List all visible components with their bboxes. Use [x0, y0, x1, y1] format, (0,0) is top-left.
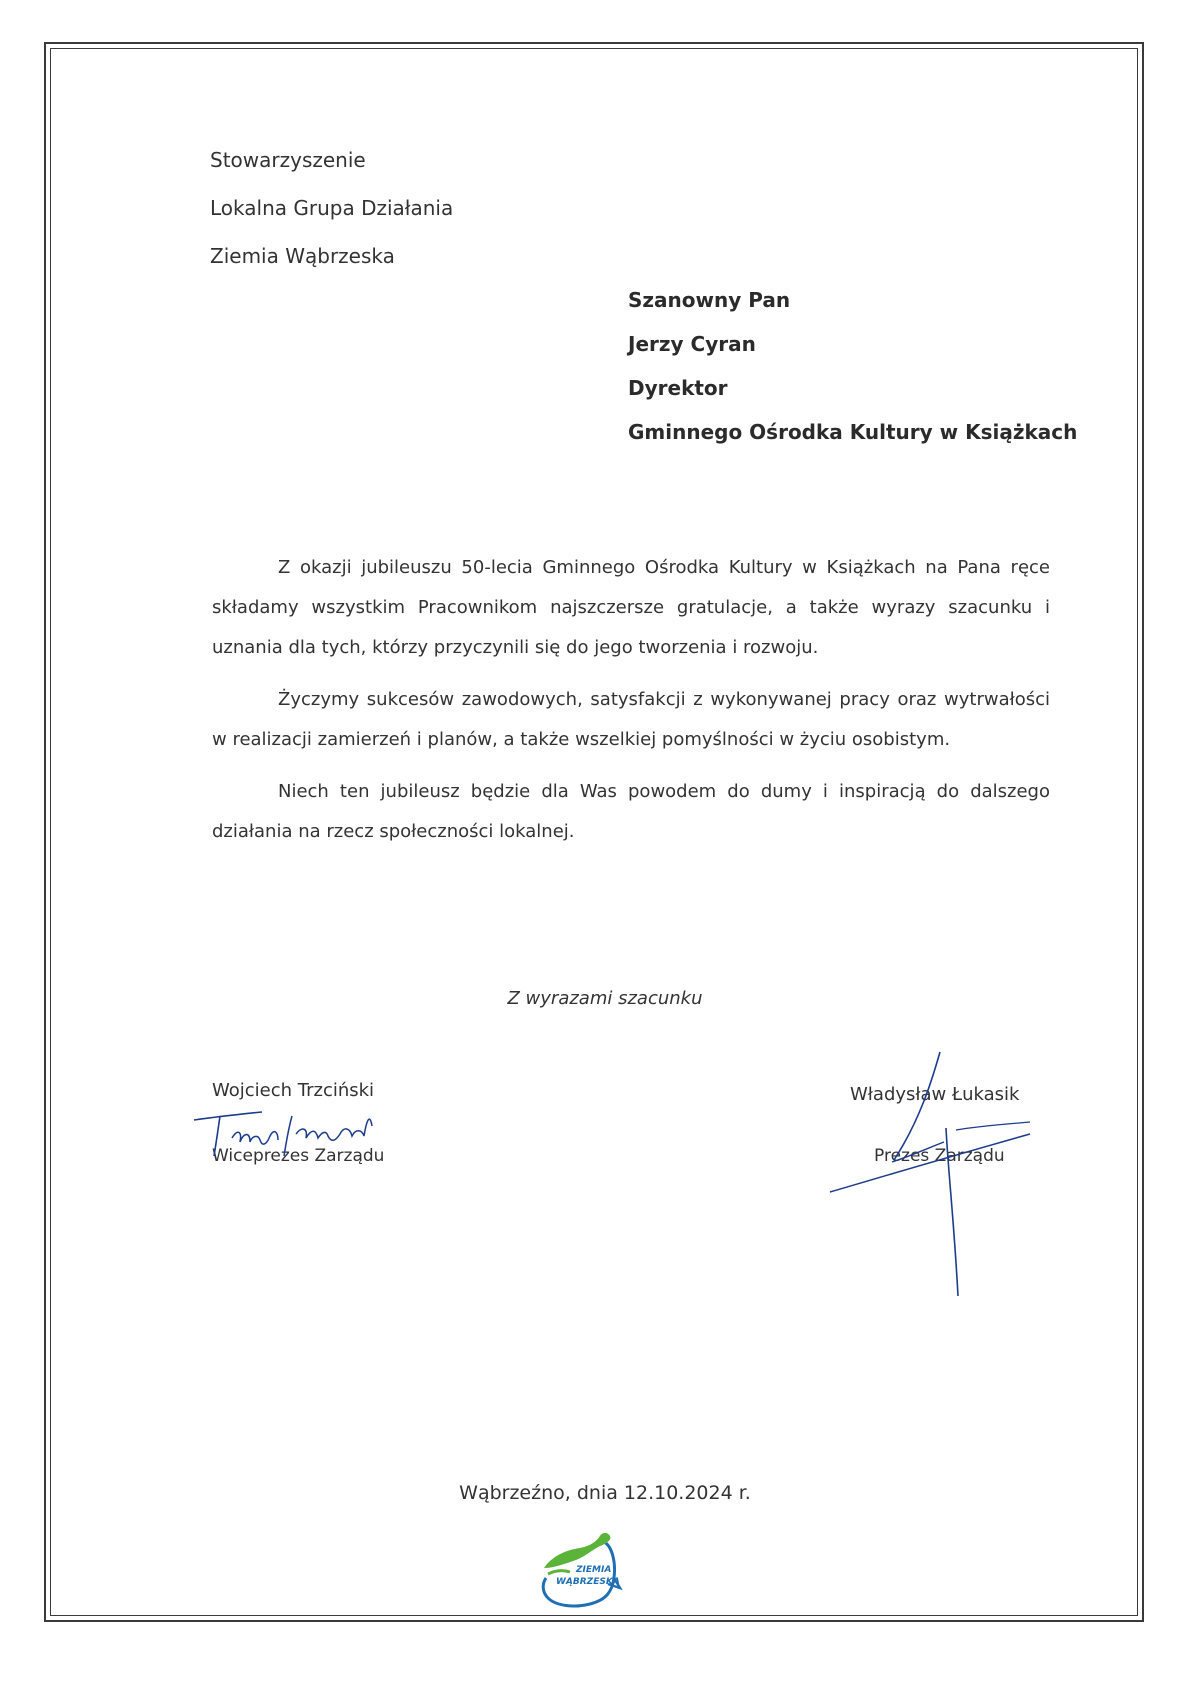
- sender-block: [210, 136, 453, 280]
- right-handwritten-signature: [808, 1050, 1038, 1300]
- recipient-salutation: Szanowny Pan: [628, 288, 791, 312]
- recipient-name: Jerzy Cyran: [628, 332, 756, 356]
- right-signatory-title: Prezes Zarządu: [874, 1146, 1005, 1166]
- left-signatory-name: Wojciech Trzciński: [212, 1080, 375, 1101]
- recipient-block: [628, 278, 1077, 454]
- logo-text-line-2: WĄBRZESKA: [556, 1577, 620, 1587]
- body-paragraph-3: Niech ten jubileusz będzie dla Was powodem do dumy i inspiracją do dalszego działania na rzecz społeczności lokalnej.: [212, 781, 1050, 842]
- sender-line-1: Stowarzyszenie: [210, 148, 366, 172]
- left-signatory-title: Wiceprezes Zarządu: [212, 1146, 385, 1166]
- right-signatory-name: Władysław Łukasik: [850, 1084, 1020, 1105]
- recipient-institution: Gminnego Ośrodka Kultury w Książkach: [628, 420, 1078, 444]
- logo-text-line-1: ZIEMIA: [576, 1565, 612, 1575]
- closing-phrase: Z wyrazami szacunku: [507, 988, 703, 1009]
- left-handwritten-signature: [192, 1108, 422, 1168]
- recipient-position: Dyrektor: [628, 376, 728, 400]
- sender-line-2: Lokalna Grupa Działania: [210, 196, 454, 220]
- body-paragraph-2: Życzymy sukcesów zawodowych, satysfakcji z wykonywanej pracy oraz wytrwałości w realizacji zamierzeń i planów, a także wszelkiej pomyślności w życiu osobistym.: [212, 689, 1050, 750]
- body-paragraph-1: Z okazji jubileuszu 50-lecia Gminnego Ośrodka Kultury w Książkach na Pana ręce składamy wszystkim Pracownikom najszczersze gratulacje, a także wyrazy szacunku i uznania dla tych, którzy przyczynili się do jego tworzenia i rozwoju.: [212, 557, 1050, 658]
- date-place-line: Wąbrzeźno, dnia 12.10.2024 r.: [459, 1482, 751, 1504]
- sender-line-3: Ziemia Wąbrzeska: [210, 244, 395, 268]
- ziemia-wabrzeska-logo: [530, 1528, 630, 1608]
- letter-body: [212, 548, 1050, 864]
